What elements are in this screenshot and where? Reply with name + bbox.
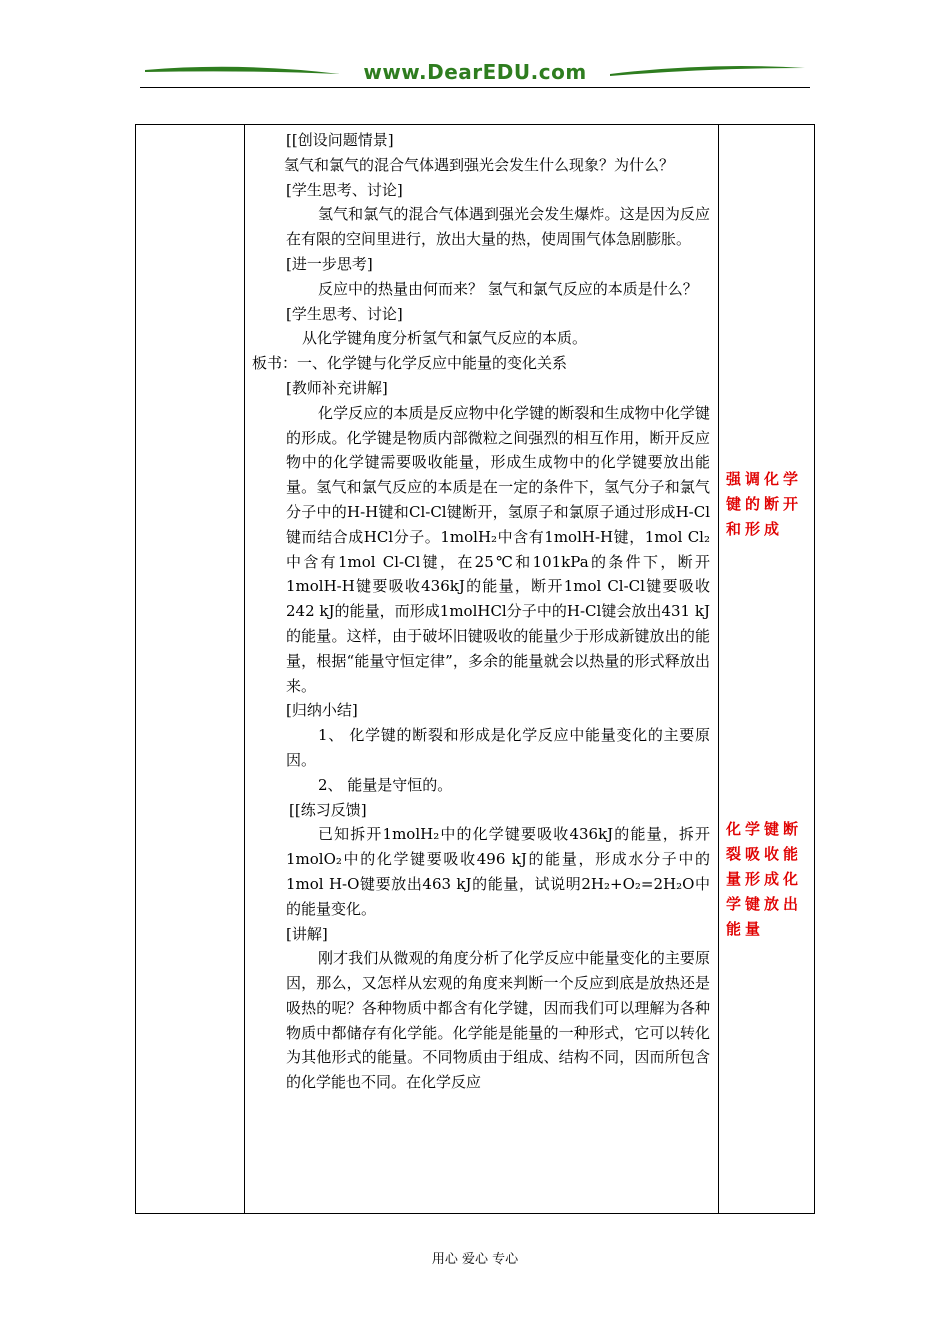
table-divider-right xyxy=(718,125,719,1213)
paragraph: 氢气和氯气的混合气体遇到强光会发生什么现象？为什么？ xyxy=(284,155,675,174)
summary-item: 2、 能量是守恒的。 xyxy=(318,775,453,794)
paragraph: 反应中的热量由何而来？ 氢气和氯气反应的本质是什么？ xyxy=(318,279,698,298)
section-heading: [归纳小结] xyxy=(286,701,358,720)
page-footer: 用心 爱心 专心 xyxy=(431,1252,519,1267)
section-heading: [学生思考、讨论] xyxy=(286,180,403,199)
header-rule xyxy=(140,87,810,88)
margin-note: 化学键断裂吸收能量形成化学键放出能量 xyxy=(726,820,803,938)
section-heading: [教师补充讲解] xyxy=(286,378,388,397)
summary-item: 1、 化学键的断裂和形成是化学反应中能量变化的主要原因。 xyxy=(286,726,710,769)
paragraph: 氢气和氯气的混合气体遇到强光会发生爆炸。这是因为反应在有限的空间里进行，放出大量的热，使周围气体急剧膨胀。 xyxy=(286,205,710,249)
paragraph: 从化学键角度分析氢气和氯气反应的本质。 xyxy=(302,329,588,348)
table-divider-left xyxy=(244,125,245,1213)
paragraph: 化学反应的本质是反应物中化学键的断裂和生成物中化学键的形成。化学键是物质内部微粒之间强烈的相互作用，断开反应物中的化学键需要吸收能量，形成生成物中的化学键要放出能量。氢气和氯气反应的本质是在一定的条件下，氢气分子和氯气分子中的H-H键和Cl-Cl键断开，氢原子和氯原子通过形成H-Cl键而结合成HCl分子。1molH₂中含有1molH-H键，1mol Cl₂中含有1mol Cl-Cl键，在25℃和101kPa的条件下，断开1molH-H键要吸收436kJ的能量，断开1mol Cl-Cl键要吸收242 kJ的能量，而形成1molHCl分子中的H-Cl键会放出431 kJ的能量。这样，由于破坏旧键吸收的能量少于形成新键放出的能量，根据“能量守恒定律”，多余的能量就会以热量的形式释放出来。 xyxy=(286,403,710,695)
margin-note: 强调化学键的断开和形成 xyxy=(726,470,803,538)
lesson-content xyxy=(252,128,710,1208)
paragraph: 已知拆开1molH₂中的化学键要吸收436kJ的能量，拆开1molO₂中的化学键要吸收496 kJ的能量，形成水分子中的1mol H-O键要放出463 kJ的能量，试说明2H₂+O₂=2H₂O中的能量变化。 xyxy=(286,825,710,918)
paragraph: 刚才我们从微观的角度分析了化学反应中能量变化的主要原因，那么，又怎样从宏观的角度来判断一个反应到底是放热还是吸热的呢？各种物质中都含有化学键，因而我们可以理解为各种物质中都储存有化学能。化学能是能量的一种形式，它可以转化为其他形式的能量。不同物质由于组成、结构不同，因而所包含的化学能也不同。在化学反应 xyxy=(286,949,710,1092)
site-logo: www.DearEDU.com xyxy=(363,60,587,84)
lesson-table xyxy=(135,124,815,1214)
page-header xyxy=(140,60,810,92)
section-heading: [[练习反馈] xyxy=(289,800,367,819)
section-heading: [讲解] xyxy=(286,924,328,943)
section-heading: [学生思考、讨论] xyxy=(286,304,403,323)
section-heading: [进一步思考] xyxy=(286,254,373,273)
board-heading: 板书：一、化学键与化学反应中能量的变化关系 xyxy=(252,354,568,373)
section-heading: [[创设问题情景] xyxy=(286,131,394,149)
